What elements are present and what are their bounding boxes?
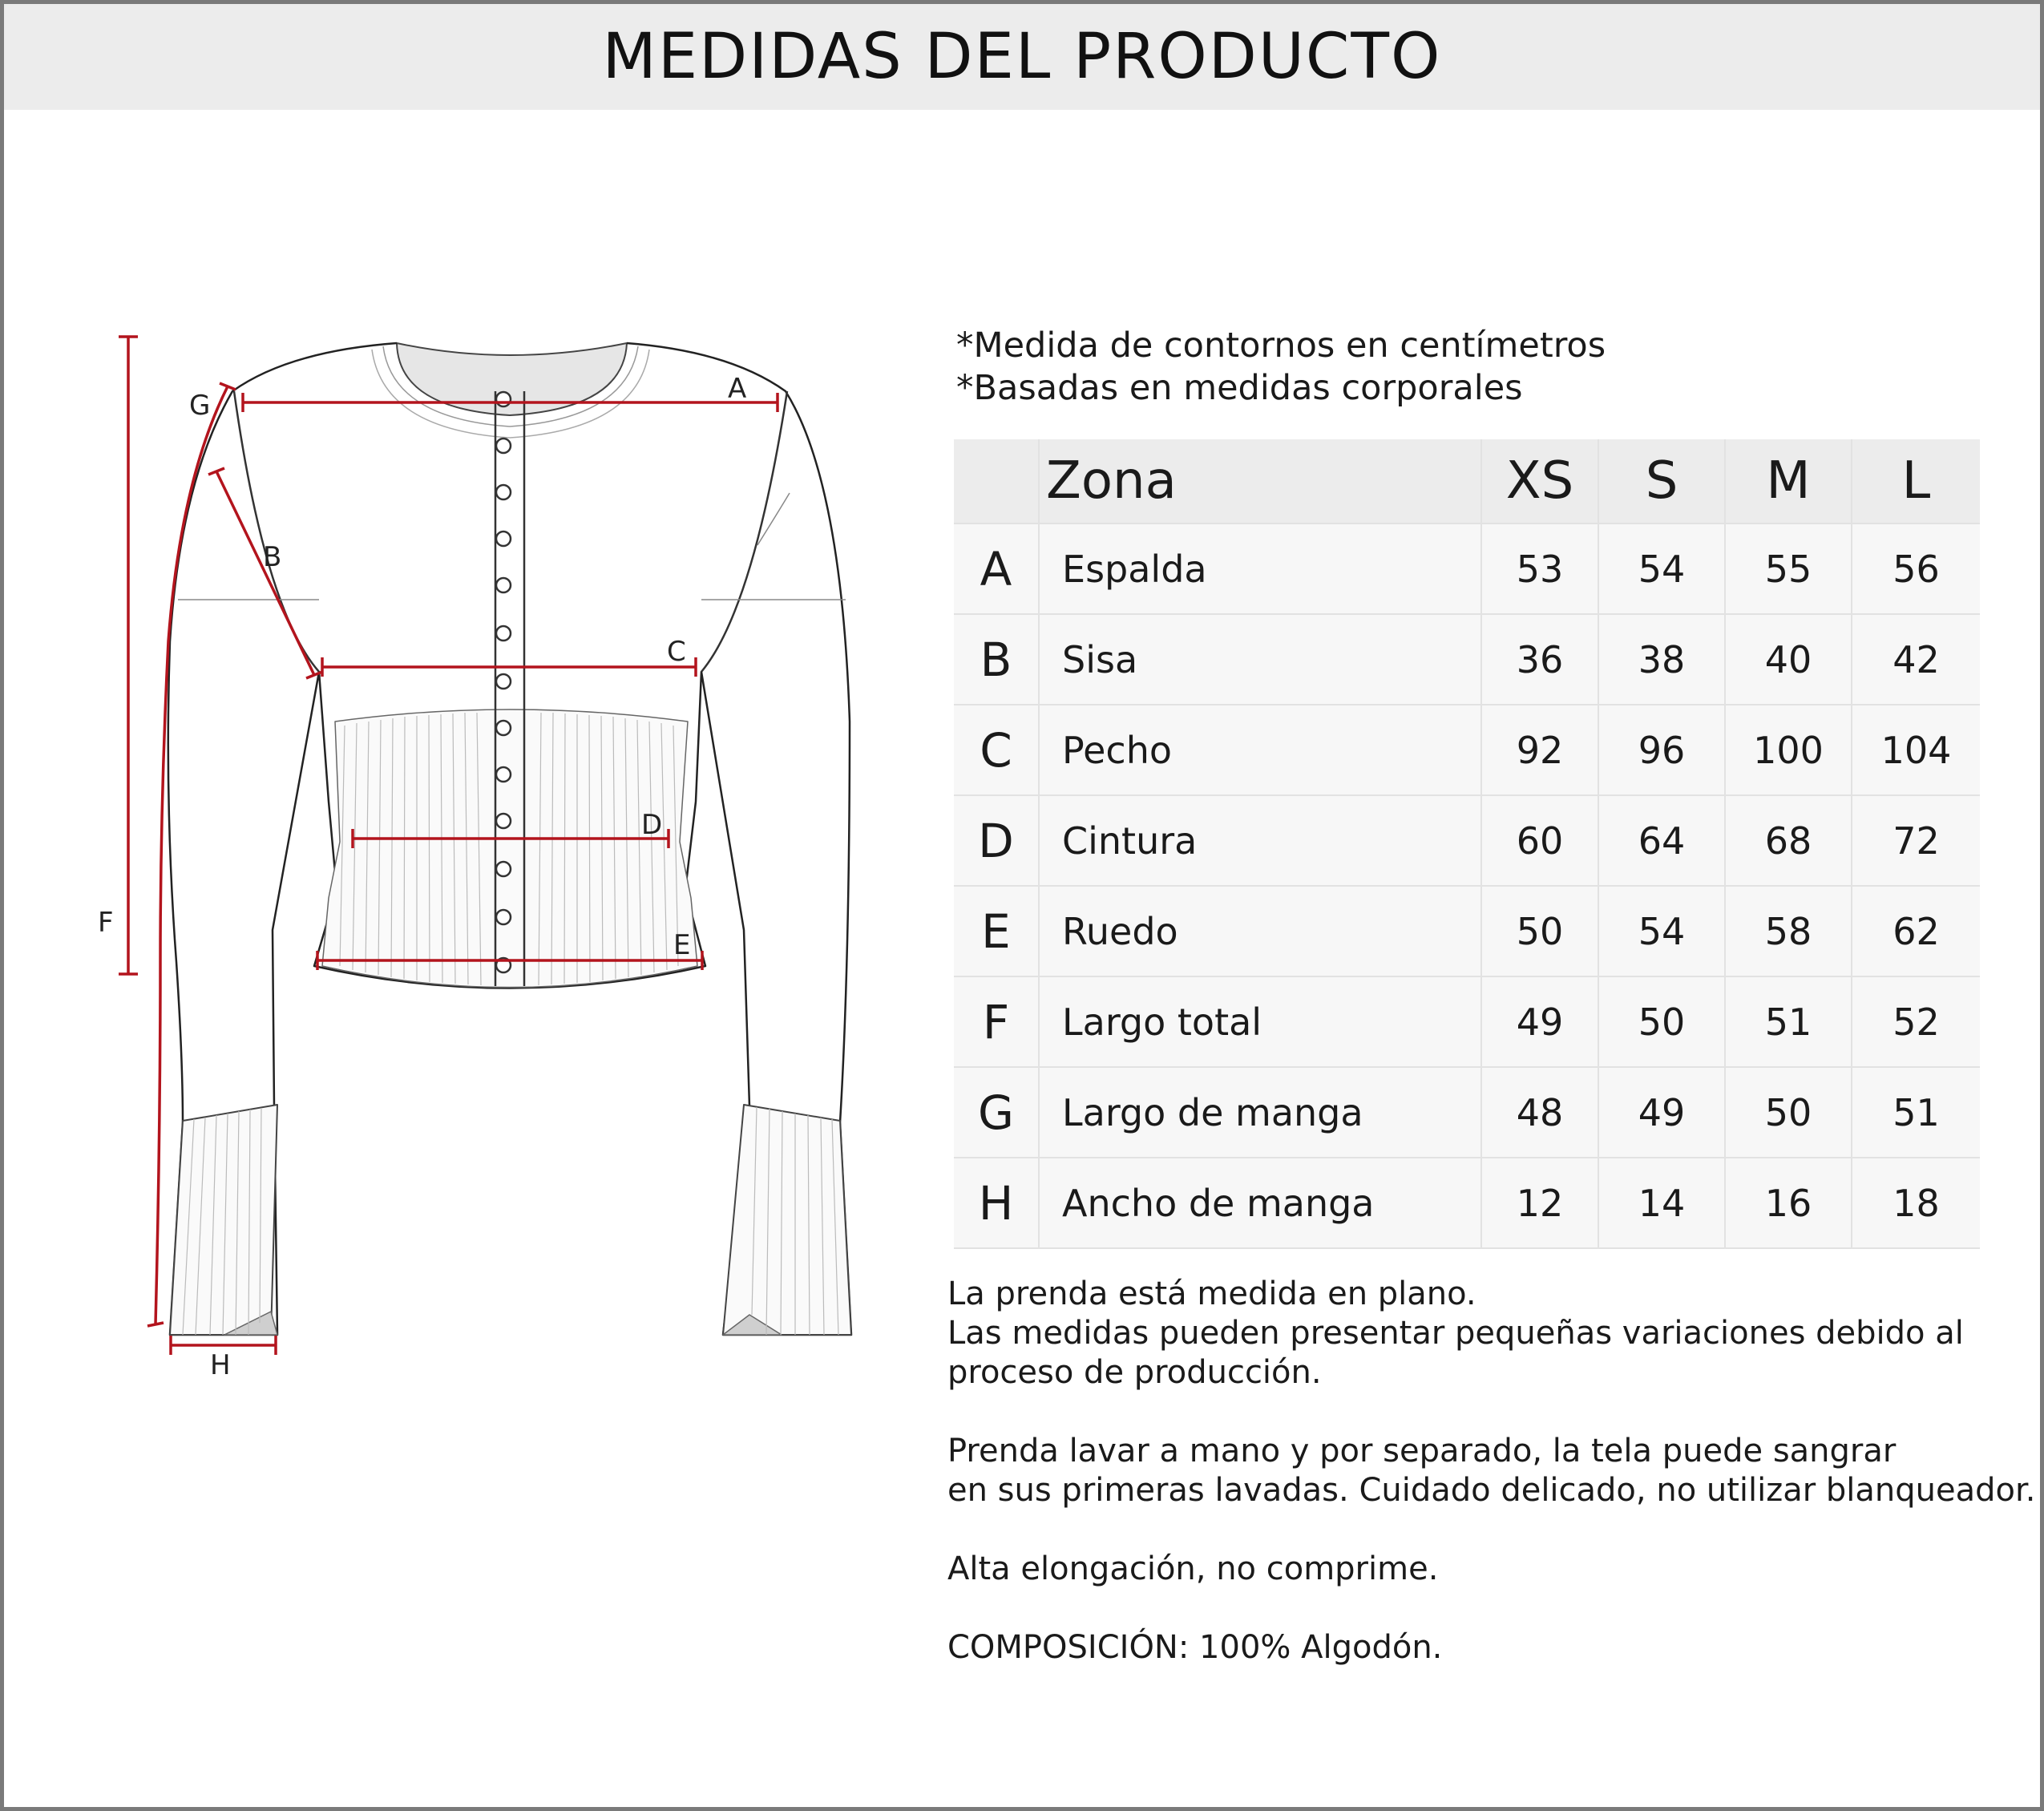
label-c: C (667, 636, 686, 668)
table-row (954, 1158, 1980, 1248)
cell-s: 50 (1598, 976, 1725, 1067)
table-row (954, 976, 1980, 1067)
info-washing-cont: en sus primeras lavadas. Cuidado delicado, no utilizar blanqueador. (947, 1472, 2036, 1509)
cell-xs: 60 (1481, 795, 1598, 886)
info-variations: Las medidas pueden presentar pequeñas variaciones debido al (947, 1315, 1964, 1352)
label-a: A (728, 373, 747, 405)
label-e: E (673, 929, 691, 961)
info-washing: Prenda lavar a mano y por separado, la tela puede sangrar (947, 1433, 1897, 1469)
table-row (954, 1067, 1980, 1158)
info-variations-cont: proceso de producción. (947, 1354, 1322, 1391)
size-table (954, 439, 1980, 1249)
measurement-notes (956, 325, 1606, 410)
cell-xs: 53 (1481, 523, 1598, 614)
cell-l: 72 (1852, 795, 1980, 886)
cell-l: 42 (1852, 614, 1980, 705)
cell-l: 51 (1852, 1067, 1980, 1158)
header-size-s: S (1598, 439, 1725, 523)
cell-m: 58 (1725, 886, 1852, 976)
row-zona: Ancho de manga (1039, 1158, 1481, 1248)
row-letter: G (954, 1067, 1039, 1158)
header-zona: Zona (1039, 439, 1481, 523)
header-letter (954, 439, 1039, 523)
row-zona: Largo de manga (1039, 1067, 1481, 1158)
row-letter: B (954, 614, 1039, 705)
cell-l: 52 (1852, 976, 1980, 1067)
cell-s: 49 (1598, 1067, 1725, 1158)
header-size-m: M (1725, 439, 1852, 523)
label-d: D (641, 809, 663, 841)
label-f: F (98, 907, 114, 939)
table-row (954, 795, 1980, 886)
cell-m: 16 (1725, 1158, 1852, 1248)
cell-s: 54 (1598, 523, 1725, 614)
note-contours: *Medida de contornos en centímetros (956, 325, 1606, 366)
row-zona: Largo total (1039, 976, 1481, 1067)
label-b: B (263, 541, 282, 573)
cell-l: 56 (1852, 523, 1980, 614)
row-zona: Espalda (1039, 523, 1481, 614)
info-elongation: Alta elongación, no comprime. (947, 1550, 1439, 1587)
cell-xs: 92 (1481, 705, 1598, 795)
garment-info (947, 1275, 2036, 1667)
cell-m: 100 (1725, 705, 1852, 795)
cell-m: 55 (1725, 523, 1852, 614)
cell-l: 104 (1852, 705, 1980, 795)
page-title: MEDIDAS DEL PRODUCTO (602, 21, 1442, 93)
cell-m: 51 (1725, 976, 1852, 1067)
row-letter: C (954, 705, 1039, 795)
table-row (954, 886, 1980, 976)
label-h: H (210, 1349, 231, 1381)
cell-xs: 48 (1481, 1067, 1598, 1158)
note-basis: *Basadas en medidas corporales (956, 368, 1523, 408)
info-composition: COMPOSICIÓN: 100% Algodón. (947, 1629, 1443, 1666)
cell-s: 96 (1598, 705, 1725, 795)
cell-s: 14 (1598, 1158, 1725, 1248)
table-row (954, 705, 1980, 795)
cell-m: 50 (1725, 1067, 1852, 1158)
row-zona: Cintura (1039, 795, 1481, 886)
row-letter: H (954, 1158, 1039, 1248)
label-g: G (189, 390, 211, 422)
row-zona: Pecho (1039, 705, 1481, 795)
info-measured-flat: La prenda está medida en plano. (947, 1275, 1476, 1312)
cell-s: 38 (1598, 614, 1725, 705)
row-letter: E (954, 886, 1039, 976)
cell-s: 64 (1598, 795, 1725, 886)
cell-xs: 36 (1481, 614, 1598, 705)
header-size-l: L (1852, 439, 1980, 523)
cell-m: 40 (1725, 614, 1852, 705)
row-letter: A (954, 523, 1039, 614)
cell-m: 68 (1725, 795, 1852, 886)
row-letter: D (954, 795, 1039, 886)
cell-l: 62 (1852, 886, 1980, 976)
cell-xs: 50 (1481, 886, 1598, 976)
cell-xs: 12 (1481, 1158, 1598, 1248)
table-row (954, 614, 1980, 705)
table-row (954, 523, 1980, 614)
size-table-header (954, 439, 1980, 523)
garment-diagram (0, 0, 922, 1443)
header-size-xs: XS (1481, 439, 1598, 523)
row-letter: F (954, 976, 1039, 1067)
cell-xs: 49 (1481, 976, 1598, 1067)
cell-s: 54 (1598, 886, 1725, 976)
row-zona: Sisa (1039, 614, 1481, 705)
cell-l: 18 (1852, 1158, 1980, 1248)
row-zona: Ruedo (1039, 886, 1481, 976)
